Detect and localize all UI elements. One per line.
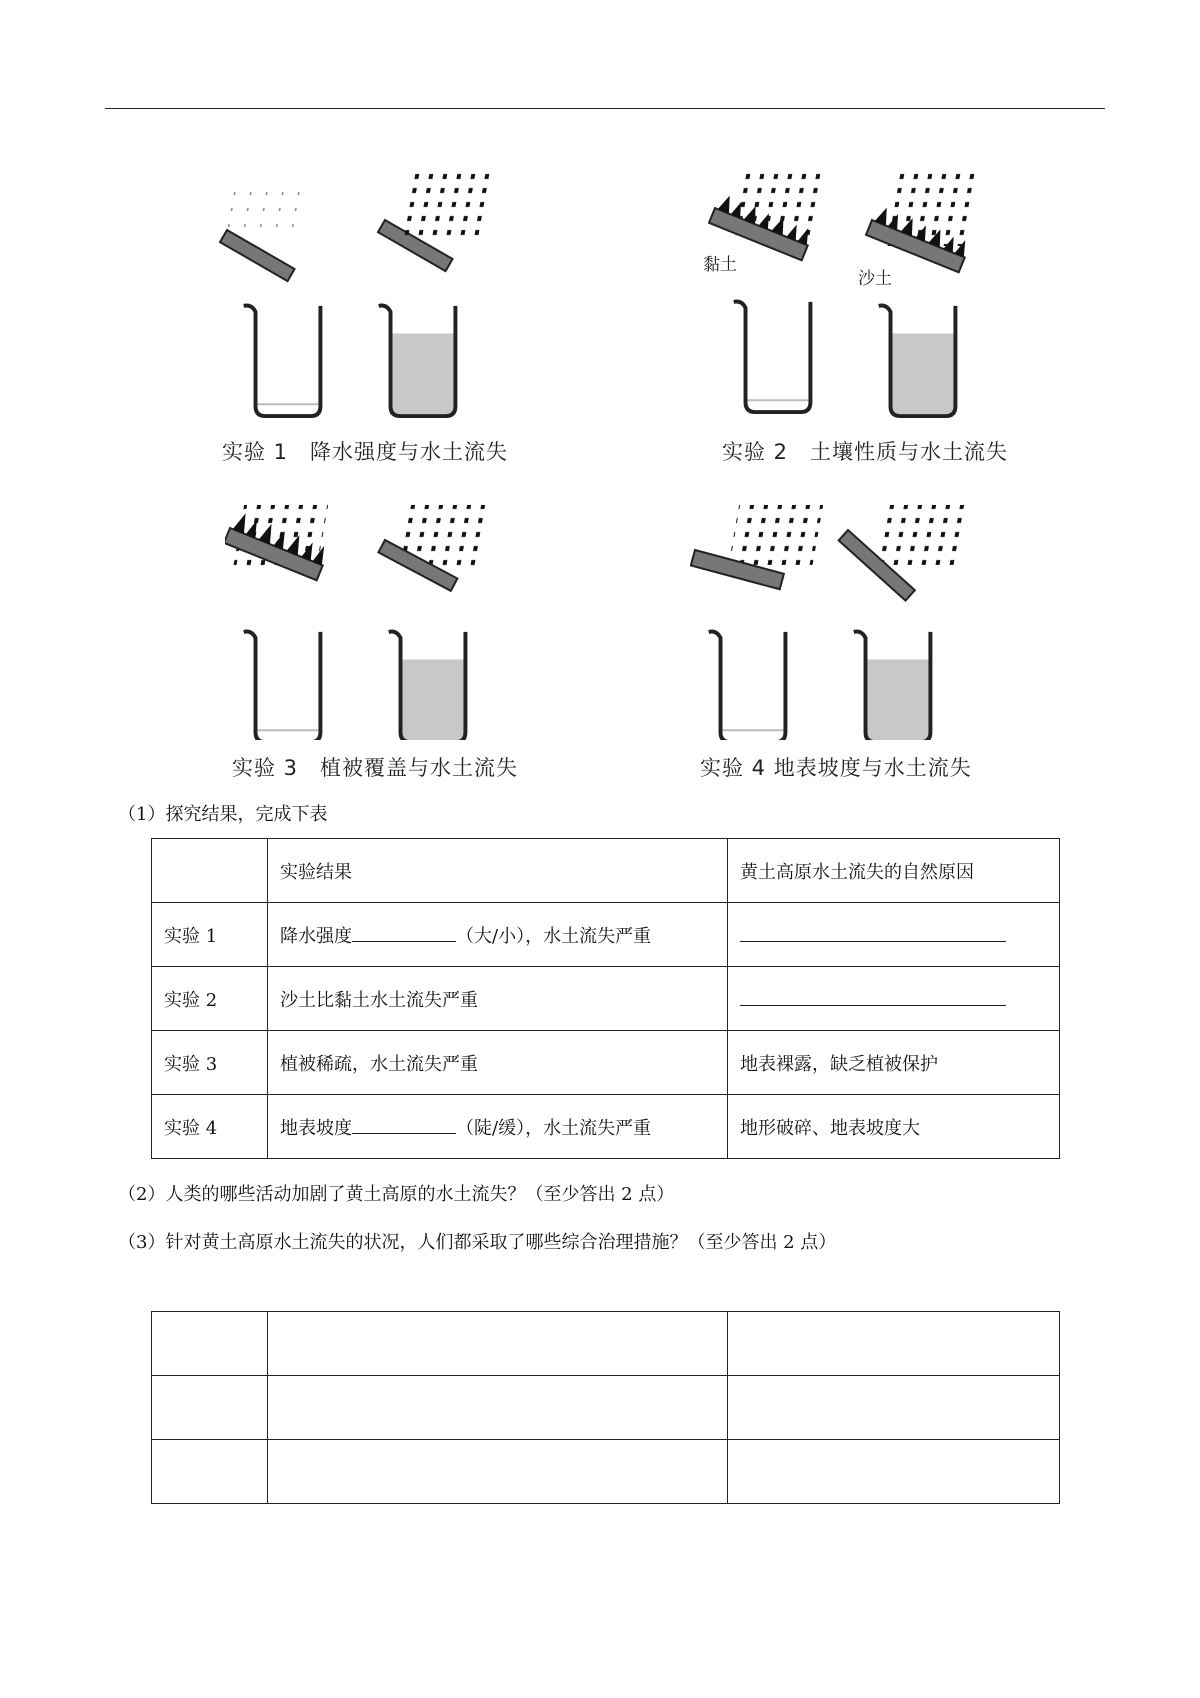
result-cell: 植被稀疏，水土流失严重 [268, 1031, 728, 1095]
table-row [152, 1376, 1060, 1440]
soil-label-clay: 黏土 [703, 255, 737, 275]
row-label: 实验 4 [152, 1095, 268, 1159]
question-3: （3）针对黄土高原水土流失的状况，人们都采取了哪些综合治理措施？（至少答出 2 点） [118, 1232, 837, 1253]
question-2: （2）人类的哪些活动加剧了黄土高原的水土流失？（至少答出 2 点） [118, 1184, 675, 1205]
row-label: 实验 1 [152, 903, 268, 967]
row-label: 实验 3 [152, 1031, 268, 1095]
answer-grid [151, 1311, 1060, 1504]
table-header-row [152, 839, 1060, 903]
results-table [151, 838, 1060, 1159]
empty-cell[interactable] [268, 1376, 728, 1440]
result-cell [268, 1095, 728, 1159]
result-suffix: （陡/缓），水土流失严重 [456, 1117, 652, 1139]
table-row [152, 1440, 1060, 1504]
rain-heavy [401, 170, 497, 236]
table-row [152, 967, 1060, 1031]
table-header-cell [152, 839, 268, 903]
result-suffix: （大/小），水土流失严重 [456, 925, 652, 947]
answer-blank-slope[interactable] [352, 1115, 456, 1134]
table-row [152, 903, 1060, 967]
empty-cell[interactable] [728, 1376, 1060, 1440]
empty-cell[interactable] [152, 1312, 268, 1376]
result-cell [268, 903, 728, 967]
cause-cell [728, 967, 1060, 1031]
experiment-2-caption: 实验 2 土壤性质与水土流失 [722, 440, 1009, 464]
experiment-3-caption: 实验 3 植被覆盖与水土流失 [232, 756, 519, 780]
result-cell: 沙土比黏土水土流失严重 [268, 967, 728, 1031]
experiment-4-caption: 实验 4 地表坡度与水土流失 [700, 756, 972, 780]
question-1: （1）探究结果，完成下表 [118, 804, 328, 825]
empty-cell[interactable] [268, 1440, 728, 1504]
experiment-1-caption: 实验 1 降水强度与水土流失 [222, 440, 509, 464]
empty-cell[interactable] [152, 1440, 268, 1504]
soil-label-sand: 沙土 [858, 269, 892, 289]
answer-blank-cause-2[interactable] [740, 987, 1006, 1006]
row-label: 实验 2 [152, 967, 268, 1031]
table-header-cell: 实验结果 [268, 839, 728, 903]
answer-blank-intensity[interactable] [352, 923, 456, 942]
experiment-2-figure [700, 170, 1000, 420]
empty-cell[interactable] [728, 1312, 1060, 1376]
experiment-1-figure [215, 170, 515, 420]
cause-cell: 地表裸露，缺乏植被保护 [728, 1031, 1060, 1095]
rain-light [225, 180, 310, 240]
cause-cell: 地形破碎、地表坡度大 [728, 1095, 1060, 1159]
answer-blank-cause-1[interactable] [740, 923, 1006, 942]
result-prefix: 降水强度 [280, 925, 352, 947]
top-rule [105, 108, 1105, 109]
empty-cell[interactable] [728, 1440, 1060, 1504]
experiment-4-figure [690, 500, 1000, 740]
result-prefix: 地表坡度 [280, 1117, 352, 1139]
empty-cell[interactable] [152, 1376, 268, 1440]
table-row [152, 1312, 1060, 1376]
table-row [152, 1095, 1060, 1159]
cause-cell [728, 903, 1060, 967]
table-row [152, 1031, 1060, 1095]
experiment-3-figure [225, 500, 525, 740]
empty-cell[interactable] [268, 1312, 728, 1376]
table-header-cell: 黄土高原水土流失的自然原因 [728, 839, 1060, 903]
